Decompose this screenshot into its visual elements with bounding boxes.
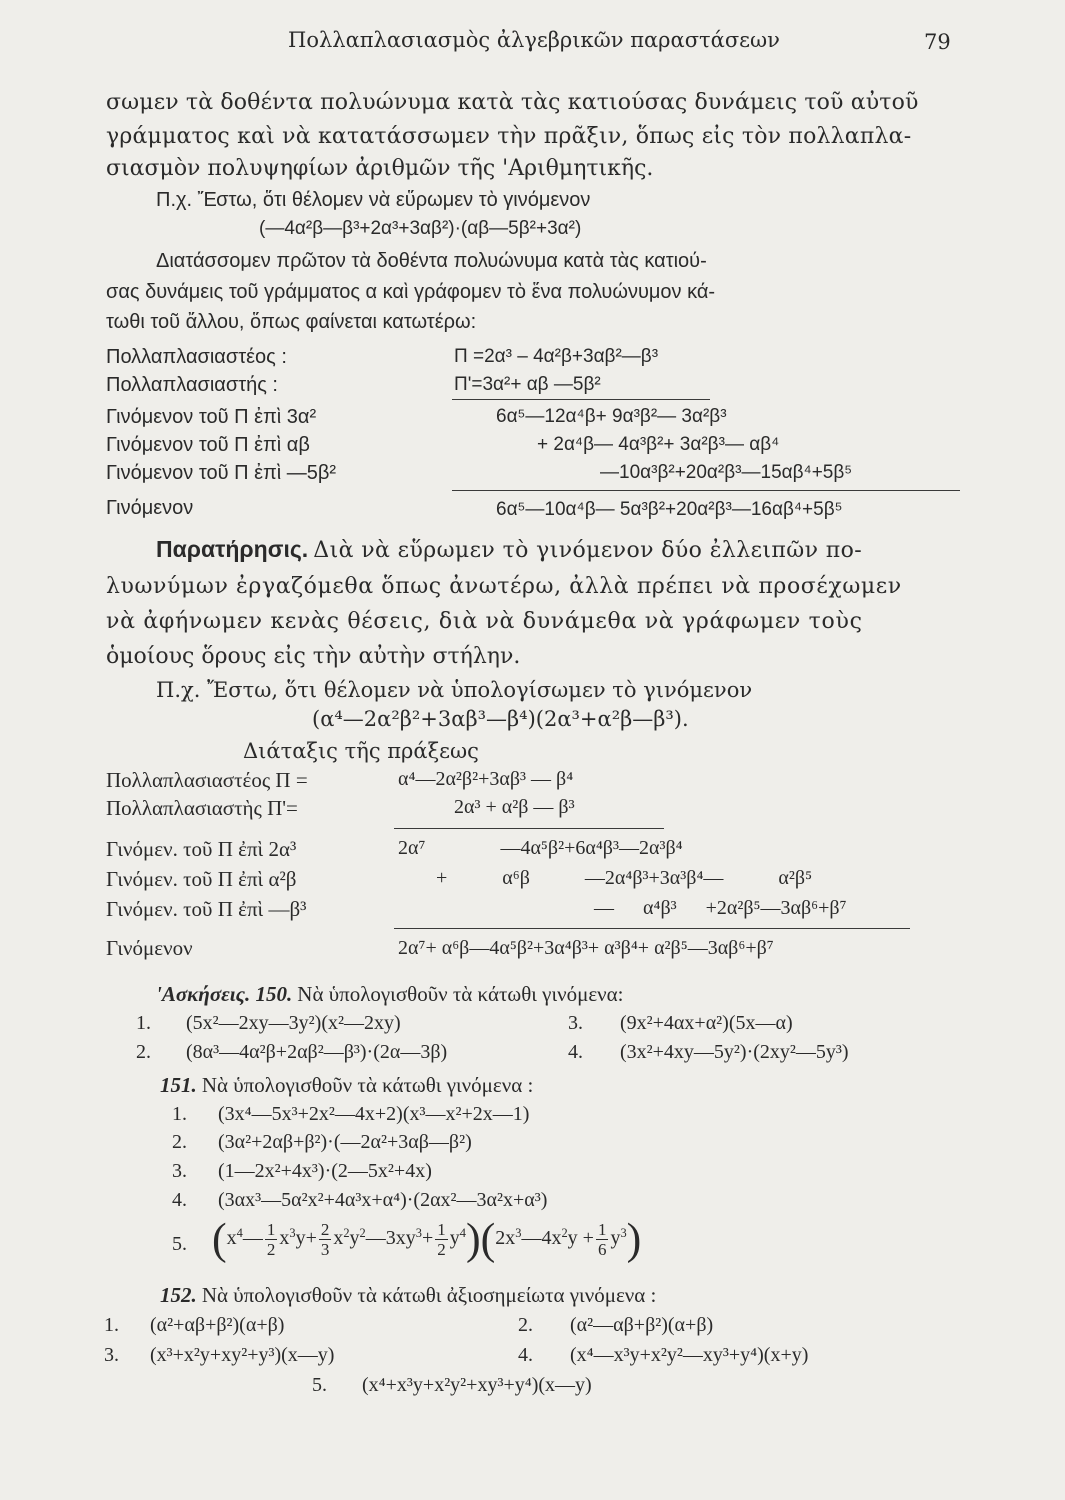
exercise-item-rendered: ($x^4—$ $\frac{1}{2}$ $x^3y+$ $\frac{2}{3}$ $x^2y^2—3xy^3+$ $\frac{1}{2}$ $y^4)(2x^3—4x^2y$ + $\frac{1}{6}$ $y^3$) (212, 1214, 642, 1264)
exercise-number: 2. (172, 1131, 187, 1153)
example-product: (—4α²β—β³+2α³+3αβ²)·(αβ—5β²+3α²) (259, 218, 582, 239)
example-product: (α⁴—2α²β²+3αβ³—β⁴)(2α³+α²β—β³). (312, 707, 689, 731)
row-label: Πολλαπλασιαστὴς Π'= (106, 796, 298, 820)
row-expression: α⁴—2α²β²+3αβ³ — β⁴ (398, 768, 574, 790)
paragraph-line: λυωνύμων ἐργαζόμεθα ὅπως ἀνωτέρω, ἀλλὰ πρέπει νὰ προσέχωμεν (106, 574, 902, 599)
exercise-item: (3x²+4xy—5y²)·(2xy²—5y³) (620, 1041, 849, 1063)
rule (394, 828, 664, 829)
exercise-number: 3. (172, 1160, 187, 1182)
running-header: Πολλαπλασιασμὸς ἀλγεβρικῶν παραστάσεων (288, 28, 780, 52)
exercise-item: (3x⁴—5x³+2x²—4x+2)(x³—x²+2x—1) (218, 1103, 530, 1125)
exercise-item: (x³+x²y+xy²+y³)(x—y) (150, 1344, 335, 1366)
exercise-number: 4. (172, 1189, 187, 1211)
exercise-number: 2. (518, 1314, 533, 1336)
exercise-number: 5. (312, 1374, 327, 1396)
row-label: Πολλαπλασιαστέος Π = (106, 768, 308, 792)
exercise-heading (160, 1073, 533, 1098)
exercise-number: 3. (104, 1344, 119, 1366)
row-label: Γινόμενον τοῦ Π ἐπὶ αβ (106, 434, 310, 456)
example-intro: Π.χ. Ἔστω, ὅτι θέλομεν νὰ εὕρωμεν τὸ γινόμενον (156, 189, 591, 211)
paragraph-line: ὁμοίους ὅρους εἰς τὴν αὐτὴν στήλην. (106, 644, 521, 669)
row-expression: 2α³ + α²β — β³ (454, 796, 575, 818)
exercise-instruction: Νὰ ὑπολογισθοῦν τὰ κάτωθι ἀξιοσημείωτα γινόμενα : (201, 1283, 657, 1307)
row-label: Γινόμεν. τοῦ Π ἐπὶ 2α³ (106, 837, 297, 861)
paragraph-line: σωμεν τὰ δοθέντα πολυώνυμα κατὰ τὰς κατιούσας δυνάμεις τοῦ αὐτοῦ (106, 90, 919, 115)
row-expression: Π =2α³ – 4α²β+3αβ²—β³ (454, 346, 659, 367)
remark-first-line (156, 536, 862, 563)
row-label: Γινόμενον (106, 936, 193, 960)
exercise-item: (α²—αβ+β²)(α+β) (570, 1314, 714, 1336)
exercise-item: (1—2x²+4x³)·(2—5x²+4x) (218, 1160, 432, 1182)
rule (452, 399, 710, 400)
paragraph-line: σιασμὸν πολυψηφίων ἀριθμῶν τῆς 'Αριθμητικῆς. (106, 156, 654, 181)
exercise-heading (156, 982, 624, 1007)
section-heading: Διάταξις τῆς πράξεως (243, 739, 479, 763)
exercise-heading (160, 1283, 656, 1308)
paragraph-line: νὰ ἀφήνωμεν κενὰς θέσεις, διὰ νὰ δυνάμεθα νὰ γράφωμεν τοὺς (106, 609, 863, 634)
exercise-item: (x⁴+x³y+x²y²+xy³+y⁴)(x—y) (362, 1374, 592, 1396)
exercise-number: 3. (568, 1012, 583, 1034)
exercise-item: (9x²+4αx+α²)(5x—α) (620, 1012, 793, 1034)
exercise-number: 2. (136, 1041, 151, 1063)
row-label: Γινόμεν. τοῦ Π ἐπὶ —β³ (106, 897, 307, 921)
page-number: 79 (924, 30, 951, 54)
exercise-number: 4. (518, 1344, 533, 1366)
row-expression: 2α⁷ —4α⁵β²+6α⁴β³—2α³β⁴ (398, 837, 683, 859)
example-text-line: τωθι τοῦ ἄλλου, ὅπως φαίνεται κατωτέρω: (106, 311, 477, 333)
row-expression: 6α⁵—12α⁴β+ 9α³β²— 3α²β³ (496, 406, 727, 427)
row-expression: 2α⁷+ α⁶β—4α⁵β²+3α⁴β³+ α³β⁴+ α²β⁵—3αβ⁶+β⁷ (398, 937, 774, 959)
exercise-item: (3αx³—5α²x²+4α³x+α⁴)·(2αx²—3α²x+α³) (218, 1189, 548, 1211)
row-expression: 6α⁵—10α⁴β— 5α³β²+20α²β³—16αβ⁴+5β⁵ (496, 499, 843, 520)
exercise-item: (5x²—2xy—3y²)(x²—2xy) (186, 1012, 401, 1034)
row-label: Γινόμενον τοῦ Π ἐπὶ 3α² (106, 406, 317, 428)
exercise-number: 1. (104, 1314, 119, 1336)
example-text-line: σας δυνάμεις τοῦ γράμματος α καὶ γράφομεν τὸ ἕνα πολυώνυμον κά- (106, 281, 716, 303)
exercise-title: 'Ασκήσεις. 150. (156, 982, 293, 1006)
exercise-title: 151. (160, 1073, 197, 1097)
rule (452, 490, 960, 491)
exercise-item: (8α³—4α²β+2αβ²—β³)·(2α—3β) (186, 1041, 448, 1063)
row-expression: — α⁴β³ +2α²β⁵—3αβ⁶+β⁷ (594, 897, 847, 919)
row-expression: Π'=3α²+ αβ —5β² (454, 374, 601, 395)
exercise-item: (3α²+2αβ+β²)·(—2α²+3αβ—β²) (218, 1131, 472, 1153)
row-label: Γινόμενον (106, 497, 194, 519)
example-text-line: Διατάσσομεν πρῶτον τὰ δοθέντα πολυώνυμα κατὰ τὰς κατιού- (156, 250, 707, 272)
row-label: Πολλαπλασιαστέος : (106, 346, 287, 368)
exercise-instruction: Νὰ ὑπολογισθοῦν τὰ κάτωθι γινόμενα : (201, 1073, 534, 1097)
row-label: Πολλαπλασιαστής : (106, 374, 278, 396)
rule (394, 928, 910, 929)
row-label: Γινόμεν. τοῦ Π ἐπὶ α²β (106, 867, 297, 891)
exercise-number: 5. (172, 1233, 187, 1255)
paragraph-line: Διὰ νὰ εὕρωμεν τὸ γινόμενον δύο ἐλλειπῶν πο- (313, 538, 863, 563)
exercise-title: 152. (160, 1283, 197, 1307)
row-label: Γινόμενον τοῦ Π ἐπὶ —5β² (106, 462, 337, 484)
exercise-item: (x⁴—x³y+x²y²—xy³+y⁴)(x+y) (570, 1344, 809, 1366)
example-intro: Π.χ. Ἔστω, ὅτι θέλομεν νὰ ὑπολογίσωμεν τὸ γινόμενον (156, 678, 753, 702)
row-expression: + 2α⁴β— 4α³β²+ 3α²β³— αβ⁴ (537, 434, 780, 455)
exercise-number: 4. (568, 1041, 583, 1063)
exercise-number: 1. (172, 1103, 187, 1125)
row-expression: —10α³β²+20α²β³—15αβ⁴+5β⁵ (600, 462, 853, 483)
exercise-item: (α²+αβ+β²)(α+β) (150, 1314, 285, 1336)
exercise-number: 1. (136, 1012, 151, 1034)
remark-title: Παρατήρησις. (156, 536, 309, 562)
paragraph-line: γράμματος καὶ νὰ κατατάσσωμεν τὴν πρᾶξιν, ὅπως εἰς τὸν πολλαπλα- (106, 124, 912, 149)
row-expression: + α⁶β —2α⁴β³+3α³β⁴— α²β⁵ (436, 867, 813, 889)
exercise-instruction: Νὰ ὑπολογισθοῦν τὰ κάτωθι γινόμενα: (297, 982, 624, 1006)
